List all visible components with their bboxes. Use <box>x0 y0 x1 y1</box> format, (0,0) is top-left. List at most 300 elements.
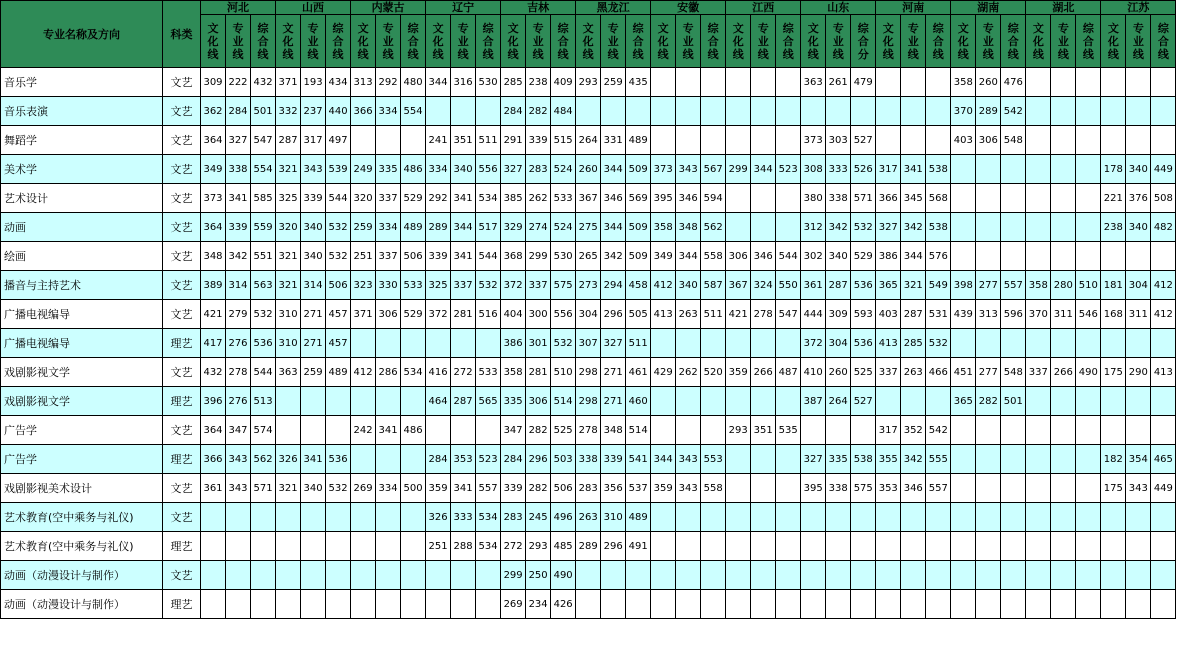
score-cell: 480 <box>401 68 426 97</box>
score-cell <box>901 532 926 561</box>
score-cell <box>1151 416 1176 445</box>
score-cell: 558 <box>701 474 726 503</box>
score-cell <box>401 126 426 155</box>
score-cell: 575 <box>851 474 876 503</box>
score-cell: 342 <box>601 242 626 271</box>
score-type-header: 专业线 <box>1126 15 1151 68</box>
score-type-header: 综合线 <box>251 15 276 68</box>
score-cell <box>901 97 926 126</box>
province-header: 黑龙江 <box>576 1 651 15</box>
score-cell <box>351 126 376 155</box>
score-cell <box>851 561 876 590</box>
score-cell <box>951 213 976 242</box>
score-cell <box>951 329 976 358</box>
category-cell: 文艺 <box>163 126 201 155</box>
score-cell: 373 <box>201 184 226 213</box>
score-cell <box>876 532 901 561</box>
score-cell: 334 <box>376 474 401 503</box>
score-cell <box>1076 184 1101 213</box>
score-cell: 387 <box>801 387 826 416</box>
table-row <box>1 503 1176 532</box>
score-cell <box>901 590 926 619</box>
score-cell: 317 <box>301 126 326 155</box>
score-cell <box>1051 590 1076 619</box>
score-cell: 510 <box>1076 271 1101 300</box>
score-cell: 260 <box>826 358 851 387</box>
score-cell <box>1026 97 1051 126</box>
score-cell: 372 <box>426 300 451 329</box>
score-cell: 569 <box>626 184 651 213</box>
score-cell <box>601 97 626 126</box>
score-cell: 338 <box>826 474 851 503</box>
table-row <box>1 387 1176 416</box>
score-cell <box>1076 445 1101 474</box>
score-cell: 532 <box>326 474 351 503</box>
score-cell <box>701 68 726 97</box>
score-cell <box>876 68 901 97</box>
score-cell <box>1151 242 1176 271</box>
score-cell: 178 <box>1101 155 1126 184</box>
score-cell <box>1051 68 1076 97</box>
score-cell <box>326 387 351 416</box>
score-cell <box>876 590 901 619</box>
province-header: 辽宁 <box>426 1 501 15</box>
score-cell: 277 <box>976 271 1001 300</box>
score-cell <box>651 68 676 97</box>
score-cell: 370 <box>951 97 976 126</box>
category-cell: 文艺 <box>163 68 201 97</box>
score-cell: 529 <box>851 242 876 271</box>
score-cell <box>751 126 776 155</box>
score-cell <box>976 155 1001 184</box>
score-cell <box>876 387 901 416</box>
score-cell <box>326 416 351 445</box>
score-cell <box>226 503 251 532</box>
score-cell <box>776 329 801 358</box>
score-cell <box>401 532 426 561</box>
score-cell <box>1026 503 1051 532</box>
score-cell: 532 <box>251 300 276 329</box>
score-cell: 366 <box>351 97 376 126</box>
score-cell: 479 <box>851 68 876 97</box>
score-cell: 372 <box>501 271 526 300</box>
score-cell: 487 <box>776 358 801 387</box>
score-cell: 556 <box>551 300 576 329</box>
score-cell <box>1051 503 1076 532</box>
score-cell <box>1076 97 1101 126</box>
score-cell: 576 <box>926 242 951 271</box>
score-cell: 276 <box>226 387 251 416</box>
score-cell: 497 <box>326 126 351 155</box>
score-cell: 511 <box>701 300 726 329</box>
score-cell <box>451 416 476 445</box>
score-cell: 544 <box>326 184 351 213</box>
score-cell: 354 <box>1126 445 1151 474</box>
score-cell: 340 <box>451 155 476 184</box>
score-cell <box>1051 474 1076 503</box>
score-cell: 340 <box>301 242 326 271</box>
score-cell: 553 <box>701 445 726 474</box>
score-cell <box>1076 68 1101 97</box>
score-cell <box>1051 184 1076 213</box>
score-cell <box>976 474 1001 503</box>
score-cell <box>701 387 726 416</box>
table-row <box>1 590 1176 619</box>
score-cell: 421 <box>201 300 226 329</box>
score-cell: 367 <box>576 184 601 213</box>
score-cell <box>1001 532 1026 561</box>
score-cell <box>1051 97 1076 126</box>
province-header: 吉林 <box>501 1 576 15</box>
score-cell <box>826 97 851 126</box>
score-cell: 432 <box>201 358 226 387</box>
score-cell: 363 <box>801 68 826 97</box>
score-cell: 351 <box>451 126 476 155</box>
score-cell <box>251 561 276 590</box>
score-cell <box>301 416 326 445</box>
score-cell <box>326 561 351 590</box>
score-cell <box>751 184 776 213</box>
score-type-header: 综合分 <box>851 15 876 68</box>
score-cell <box>1151 68 1176 97</box>
score-cell: 594 <box>701 184 726 213</box>
province-header: 湖北 <box>1026 1 1101 15</box>
score-cell: 538 <box>926 213 951 242</box>
score-cell: 333 <box>451 503 476 532</box>
score-cell <box>376 445 401 474</box>
score-cell: 539 <box>326 155 351 184</box>
score-cell: 482 <box>1151 213 1176 242</box>
category-cell: 文艺 <box>163 97 201 126</box>
score-cell: 546 <box>1076 300 1101 329</box>
score-cell: 534 <box>476 184 501 213</box>
score-cell: 339 <box>601 445 626 474</box>
score-cell: 359 <box>426 474 451 503</box>
score-cell: 282 <box>526 474 551 503</box>
score-cell: 395 <box>651 184 676 213</box>
score-cell: 264 <box>826 387 851 416</box>
score-cell <box>826 561 851 590</box>
score-cell: 364 <box>201 416 226 445</box>
score-cell: 386 <box>876 242 901 271</box>
score-cell <box>1076 590 1101 619</box>
score-cell: 288 <box>451 532 476 561</box>
score-cell: 344 <box>451 213 476 242</box>
score-cell: 278 <box>751 300 776 329</box>
score-cell <box>1051 242 1076 271</box>
score-cell: 372 <box>801 329 826 358</box>
score-cell: 321 <box>276 155 301 184</box>
score-cell: 525 <box>851 358 876 387</box>
score-cell: 515 <box>551 126 576 155</box>
score-type-header: 文化线 <box>426 15 451 68</box>
score-cell: 508 <box>1151 184 1176 213</box>
score-cell <box>1001 213 1026 242</box>
score-cell <box>976 184 1001 213</box>
major-name-cell: 音乐表演 <box>1 97 163 126</box>
score-cell: 340 <box>826 242 851 271</box>
score-cell: 349 <box>201 155 226 184</box>
score-cell: 520 <box>701 358 726 387</box>
category-cell: 文艺 <box>163 213 201 242</box>
score-type-header: 文化线 <box>501 15 526 68</box>
score-cell: 460 <box>626 387 651 416</box>
score-cell: 293 <box>576 68 601 97</box>
score-cell <box>1051 561 1076 590</box>
score-cell: 299 <box>726 155 751 184</box>
category-cell: 文艺 <box>163 242 201 271</box>
score-cell: 279 <box>226 300 251 329</box>
score-cell <box>1151 329 1176 358</box>
score-type-header: 专业线 <box>976 15 1001 68</box>
score-cell <box>351 532 376 561</box>
score-cell <box>401 561 426 590</box>
province-header: 江苏 <box>1101 1 1176 15</box>
score-cell <box>651 532 676 561</box>
score-cell <box>226 590 251 619</box>
score-cell <box>1001 561 1026 590</box>
score-cell: 299 <box>526 242 551 271</box>
score-cell: 361 <box>801 271 826 300</box>
score-cell: 266 <box>1051 358 1076 387</box>
score-cell <box>301 532 326 561</box>
score-cell: 562 <box>701 213 726 242</box>
score-cell <box>751 532 776 561</box>
score-cell: 238 <box>1101 213 1126 242</box>
score-type-header: 综合线 <box>551 15 576 68</box>
score-cell: 544 <box>476 242 501 271</box>
score-cell <box>601 590 626 619</box>
score-cell: 310 <box>276 300 301 329</box>
score-cell <box>726 474 751 503</box>
score-cell: 549 <box>926 271 951 300</box>
score-cell: 363 <box>276 358 301 387</box>
score-cell <box>951 155 976 184</box>
score-cell: 306 <box>726 242 751 271</box>
score-cell <box>776 126 801 155</box>
score-cell: 222 <box>226 68 251 97</box>
score-cell: 260 <box>976 68 1001 97</box>
score-cell: 353 <box>876 474 901 503</box>
score-cell: 296 <box>526 445 551 474</box>
score-cell: 292 <box>426 184 451 213</box>
score-cell <box>1126 503 1151 532</box>
score-cell <box>876 126 901 155</box>
score-cell: 340 <box>301 474 326 503</box>
score-cell: 389 <box>201 271 226 300</box>
score-cell <box>851 532 876 561</box>
score-cell <box>951 184 976 213</box>
score-cell <box>1101 561 1126 590</box>
score-cell <box>1001 329 1026 358</box>
category-cell: 理艺 <box>163 590 201 619</box>
score-cell: 342 <box>226 242 251 271</box>
score-cell: 320 <box>276 213 301 242</box>
score-cell: 532 <box>926 329 951 358</box>
score-cell <box>1101 126 1126 155</box>
score-cell: 327 <box>801 445 826 474</box>
category-cell: 文艺 <box>163 300 201 329</box>
score-cell: 348 <box>676 213 701 242</box>
score-cell: 337 <box>1026 358 1051 387</box>
score-cell <box>776 184 801 213</box>
score-cell <box>651 416 676 445</box>
score-cell: 412 <box>1151 300 1176 329</box>
table-row <box>1 532 1176 561</box>
score-cell: 526 <box>851 155 876 184</box>
score-cell: 490 <box>551 561 576 590</box>
score-type-header: 文化线 <box>1101 15 1126 68</box>
score-cell <box>326 590 351 619</box>
major-name-cell: 舞蹈学 <box>1 126 163 155</box>
score-cell <box>626 590 651 619</box>
score-cell: 403 <box>876 300 901 329</box>
score-cell: 341 <box>451 474 476 503</box>
score-cell <box>1126 561 1151 590</box>
major-column-header: 专业名称及方向 <box>1 1 163 68</box>
province-header: 山西 <box>276 1 351 15</box>
score-cell <box>876 561 901 590</box>
score-cell <box>301 387 326 416</box>
score-cell: 337 <box>876 358 901 387</box>
province-header: 江西 <box>726 1 801 15</box>
score-cell: 341 <box>301 445 326 474</box>
table-body <box>1 68 1176 619</box>
score-cell: 346 <box>601 184 626 213</box>
score-cell: 321 <box>901 271 926 300</box>
score-cell <box>1126 68 1151 97</box>
score-cell <box>701 532 726 561</box>
score-cell: 287 <box>901 300 926 329</box>
score-cell <box>901 503 926 532</box>
score-cell: 334 <box>426 155 451 184</box>
score-cell: 338 <box>826 184 851 213</box>
score-cell: 321 <box>276 271 301 300</box>
score-cell <box>676 590 701 619</box>
score-cell <box>951 532 976 561</box>
score-cell: 366 <box>201 445 226 474</box>
score-cell: 449 <box>1151 474 1176 503</box>
score-cell: 289 <box>576 532 601 561</box>
score-cell: 509 <box>626 213 651 242</box>
score-cell: 241 <box>426 126 451 155</box>
score-cell: 281 <box>451 300 476 329</box>
score-cell: 283 <box>576 474 601 503</box>
score-cell <box>426 590 451 619</box>
score-cell <box>601 561 626 590</box>
score-cell: 338 <box>576 445 601 474</box>
score-cell: 542 <box>1001 97 1026 126</box>
score-cell <box>726 213 751 242</box>
score-cell <box>401 387 426 416</box>
score-type-header: 专业线 <box>451 15 476 68</box>
score-cell: 340 <box>1126 213 1151 242</box>
score-type-header: 专业线 <box>301 15 326 68</box>
score-cell: 435 <box>626 68 651 97</box>
score-cell: 489 <box>401 213 426 242</box>
score-cell <box>376 329 401 358</box>
score-cell: 544 <box>251 358 276 387</box>
score-cell <box>776 503 801 532</box>
score-cell <box>1026 155 1051 184</box>
score-cell <box>1076 532 1101 561</box>
score-cell <box>976 532 1001 561</box>
table-row <box>1 474 1176 503</box>
score-cell <box>1051 329 1076 358</box>
category-cell: 文艺 <box>163 474 201 503</box>
score-cell: 262 <box>526 184 551 213</box>
major-name-cell: 戏剧影视文学 <box>1 387 163 416</box>
score-cell <box>201 503 226 532</box>
score-cell: 321 <box>276 474 301 503</box>
score-cell <box>676 329 701 358</box>
score-cell: 342 <box>901 445 926 474</box>
score-cell: 342 <box>826 213 851 242</box>
score-cell <box>901 387 926 416</box>
score-cell <box>651 126 676 155</box>
score-cell: 542 <box>926 416 951 445</box>
score-cell <box>1151 126 1176 155</box>
score-cell <box>976 416 1001 445</box>
score-cell: 237 <box>301 97 326 126</box>
score-cell <box>1101 503 1126 532</box>
score-cell: 517 <box>476 213 501 242</box>
score-cell: 287 <box>451 387 476 416</box>
province-header: 安徽 <box>651 1 726 15</box>
score-cell <box>226 532 251 561</box>
score-type-header: 综合线 <box>476 15 501 68</box>
score-cell <box>1101 68 1126 97</box>
score-cell <box>1076 155 1101 184</box>
score-cell <box>276 416 301 445</box>
score-cell: 548 <box>1001 358 1026 387</box>
score-cell: 335 <box>826 445 851 474</box>
score-cell: 571 <box>251 474 276 503</box>
score-cell <box>451 590 476 619</box>
score-cell <box>1051 416 1076 445</box>
score-cell <box>1026 474 1051 503</box>
score-cell: 550 <box>776 271 801 300</box>
score-cell: 259 <box>351 213 376 242</box>
score-cell: 429 <box>651 358 676 387</box>
score-cell: 376 <box>1126 184 1151 213</box>
score-cell: 269 <box>351 474 376 503</box>
score-cell: 333 <box>826 155 851 184</box>
score-cell <box>1026 213 1051 242</box>
score-cell: 465 <box>1151 445 1176 474</box>
table-row <box>1 300 1176 329</box>
score-cell <box>726 503 751 532</box>
score-cell: 337 <box>526 271 551 300</box>
score-cell <box>576 590 601 619</box>
score-cell: 344 <box>676 242 701 271</box>
score-cell: 337 <box>451 271 476 300</box>
score-cell: 344 <box>751 155 776 184</box>
score-cell <box>1001 155 1026 184</box>
score-type-header: 综合线 <box>401 15 426 68</box>
score-cell: 529 <box>401 300 426 329</box>
score-type-header: 专业线 <box>826 15 851 68</box>
score-cell <box>976 445 1001 474</box>
score-cell: 461 <box>626 358 651 387</box>
score-cell: 523 <box>776 155 801 184</box>
major-name-cell: 艺术设计 <box>1 184 163 213</box>
score-cell: 282 <box>976 387 1001 416</box>
score-cell: 501 <box>1001 387 1026 416</box>
score-cell: 532 <box>326 213 351 242</box>
score-cell <box>951 561 976 590</box>
score-cell: 426 <box>551 590 576 619</box>
